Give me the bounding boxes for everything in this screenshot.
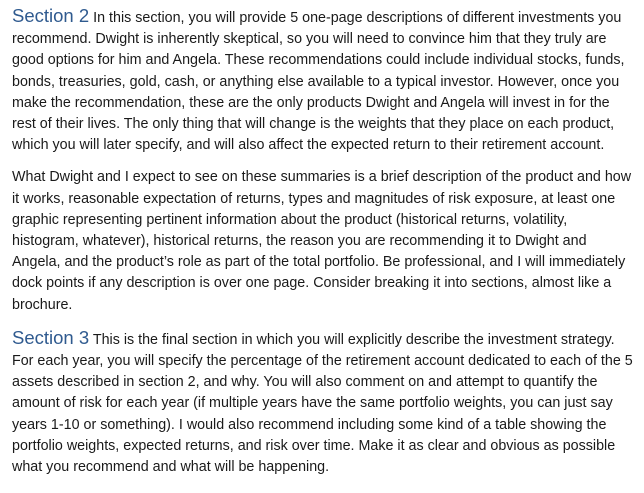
section-3-paragraph-1: [12, 327, 636, 478]
section-3-intro-text: This is the final section in which you will explicitly describe the investment strategy. For each year, you will specify the percentage of the retirement account dedicated to each of the 5 assets described in section 2, and why. You will also comment on and attempt to quantify the amount of risk for each year (if multiple years have the same portfolio weights, you can just say years 1-10 or something). I would also recommend including some kind of a table showing the portfolio weights, expected returns, and risk over time. Make it as clear and obvious as possible what you recommend and what will be happening.: [12, 331, 633, 476]
section-3-heading: Section 3: [12, 326, 90, 348]
section-2-paragraph-1: [12, 5, 636, 156]
document-body: [12, 5, 636, 478]
section-2-intro-text: In this section, you will provide 5 one-page descriptions of different investments you recommend. Dwight is inherently skeptical, so you will need to convince him that they truly are good options for him and Angela. These recommendations could include individual stocks, funds, bonds, treasuries, gold, cash, or anything else available to a typical investor. However, once you make the recommendation, these are the only products Dwight and Angela will invest in for the rest of their lives. The only thing that will change is the weights that they place on each product, which you will later specify, and will also affect the expected return to their retirement account.: [12, 10, 625, 154]
section-2-paragraph-2: What Dwight and I expect to see on these summaries is a brief description of the product and how it works, reasonable expectation of returns, types and magnitudes of risk exposure, at least one graphic representing pertinent information about the product (historical returns, volatility, histogram, whatever), historical returns, the reason you are recommending it to Dwight and Angela, and the product’s role as part of the total portfolio. Be professional, and I will immediately dock points if any description is over one page. Consider breaking it into sections, almost like a brochure.: [12, 169, 632, 313]
section-2-heading: Section 2: [12, 5, 90, 26]
